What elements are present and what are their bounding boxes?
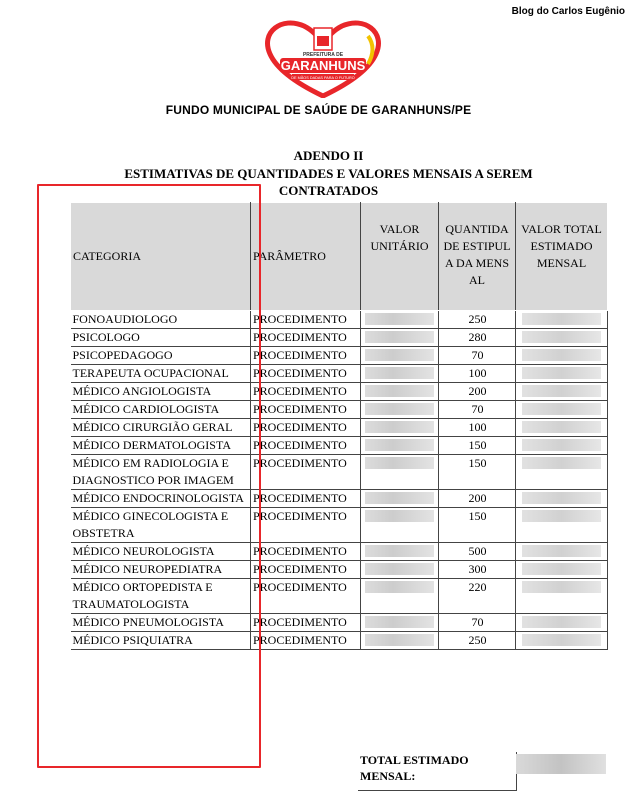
cell-quantidade: 100 [439, 419, 516, 437]
cell-valor-unitario-redacted [361, 329, 439, 347]
cell-valor-unitario-redacted [361, 455, 439, 490]
redaction-blur [365, 403, 434, 415]
cell-categoria: MÉDICO EM RADIOLOGIA E DIAGNOSTICO POR IMAGEM [71, 455, 251, 490]
redaction-blur [522, 385, 601, 397]
redaction-blur [522, 313, 601, 325]
redaction-blur [365, 510, 434, 522]
cell-valor-total-redacted [516, 401, 608, 419]
cell-parametro: PROCEDIMENTO [251, 508, 361, 543]
cell-categoria: MÉDICO ENDOCRINOLOGISTA [71, 490, 251, 508]
cell-categoria: FONOAUDIOLOGO [71, 311, 251, 329]
cell-parametro: PROCEDIMENTO [251, 614, 361, 632]
red-highlight-box [37, 184, 261, 768]
cell-categoria: MÉDICO NEUROLOGISTA [71, 543, 251, 561]
redaction-blur [365, 545, 434, 557]
cell-valor-total-redacted [516, 311, 608, 329]
cell-parametro: PROCEDIMENTO [251, 437, 361, 455]
redaction-blur [365, 331, 434, 343]
cell-valor-unitario-redacted [361, 401, 439, 419]
cell-valor-total-redacted [516, 632, 608, 650]
header-valor-total: VALOR TOTAL ESTIMADO MENSAL [516, 203, 608, 311]
cell-valor-total-redacted [516, 508, 608, 543]
logo-motto: DE MÃOS DADAS PARA O FUTURO [291, 76, 355, 80]
redaction-blur [522, 367, 601, 379]
total-label: TOTAL ESTIMADO MENSAL: [358, 752, 517, 791]
redaction-blur [522, 331, 601, 343]
cell-quantidade: 150 [439, 455, 516, 490]
cell-quantidade: 200 [439, 490, 516, 508]
redaction-blur [365, 367, 434, 379]
redaction-blur [365, 492, 434, 504]
cell-valor-unitario-redacted [361, 437, 439, 455]
cell-valor-total-redacted [516, 329, 608, 347]
cell-categoria: PSICOPEDAGOGO [71, 347, 251, 365]
cell-quantidade: 250 [439, 632, 516, 650]
blog-watermark: Blog do Carlos Eugênio [511, 6, 625, 17]
logo-heart-gold [368, 36, 373, 64]
cell-valor-total-redacted [516, 365, 608, 383]
fund-title: FUNDO MUNICIPAL DE SAÚDE DE GARANHUNS/PE [165, 103, 472, 117]
cell-valor-unitario-redacted [361, 632, 439, 650]
cell-parametro: PROCEDIMENTO [251, 419, 361, 437]
redaction-blur [365, 581, 434, 593]
cell-valor-total-redacted [516, 383, 608, 401]
logo-line1: PREFEITURA DE [302, 52, 344, 58]
cell-categoria: MÉDICO DERMATOLOGISTA [71, 437, 251, 455]
redaction-blur [365, 634, 434, 646]
cell-categoria: PSICOLOGO [71, 329, 251, 347]
header-parametro: PARÂMETRO [251, 203, 361, 311]
cell-valor-total-redacted [516, 347, 608, 365]
cell-parametro: PROCEDIMENTO [251, 455, 361, 490]
cell-quantidade: 220 [439, 579, 516, 614]
cell-valor-total-redacted [516, 561, 608, 579]
cell-quantidade: 70 [439, 614, 516, 632]
cell-categoria: MÉDICO PNEUMOLOGISTA [71, 614, 251, 632]
cell-valor-unitario-redacted [361, 614, 439, 632]
cell-quantidade: 280 [439, 329, 516, 347]
total-value-redacted [516, 754, 606, 774]
redaction-blur [365, 563, 434, 575]
redaction-blur [522, 492, 601, 504]
redaction-blur [365, 439, 434, 451]
cell-parametro: PROCEDIMENTO [251, 490, 361, 508]
cell-valor-total-redacted [516, 437, 608, 455]
cell-categoria: MÉDICO GINECOLOGISTA E OBSTETRA [71, 508, 251, 543]
redaction-blur [522, 581, 601, 593]
cell-quantidade: 500 [439, 543, 516, 561]
cell-valor-total-redacted [516, 455, 608, 490]
cell-quantidade: 70 [439, 401, 516, 419]
logo-name: GARANHUNS [280, 58, 366, 73]
redaction-blur [522, 403, 601, 415]
cell-categoria: MÉDICO ANGIOLOGISTA [71, 383, 251, 401]
cell-valor-total-redacted [516, 543, 608, 561]
cell-valor-total-redacted [516, 579, 608, 614]
cell-valor-total-redacted [516, 614, 608, 632]
redaction-blur [522, 349, 601, 361]
adendo-subtitle-line1: ESTIMATIVAS DE QUANTIDADES E VALORES MENSAIS A SEREM [124, 166, 533, 181]
cell-valor-unitario-redacted [361, 490, 439, 508]
cell-valor-total-redacted [516, 490, 608, 508]
redaction-blur [522, 457, 601, 469]
cell-parametro: PROCEDIMENTO [251, 347, 361, 365]
header-valor-unitario: VALOR UNITÁRIO [361, 203, 439, 311]
redaction-blur [365, 457, 434, 469]
cell-quantidade: 70 [439, 347, 516, 365]
cell-parametro: PROCEDIMENTO [251, 383, 361, 401]
redaction-blur [365, 421, 434, 433]
cell-parametro: PROCEDIMENTO [251, 543, 361, 561]
cell-valor-unitario-redacted [361, 311, 439, 329]
cell-quantidade: 150 [439, 508, 516, 543]
redaction-blur [522, 616, 601, 628]
cell-valor-unitario-redacted [361, 347, 439, 365]
redaction-blur [365, 349, 434, 361]
adendo-subtitle-line2: CONTRATADOS [278, 183, 379, 198]
redaction-blur [522, 563, 601, 575]
cell-categoria: MÉDICO NEUROPEDIATRA [71, 561, 251, 579]
redaction-blur [522, 421, 601, 433]
cell-categoria: MÉDICO ORTOPEDISTA E TRAUMATOLOGISTA [71, 579, 251, 614]
cell-parametro: PROCEDIMENTO [251, 579, 361, 614]
redaction-blur [522, 439, 601, 451]
cell-categoria: MÉDICO PSIQUIATRA [71, 632, 251, 650]
cell-categoria: MÉDICO CARDIOLOGISTA [71, 401, 251, 419]
redaction-blur [365, 385, 434, 397]
cell-valor-unitario-redacted [361, 561, 439, 579]
cell-parametro: PROCEDIMENTO [251, 311, 361, 329]
cell-valor-unitario-redacted [361, 543, 439, 561]
cell-categoria: TERAPEUTA OCUPACIONAL [71, 365, 251, 383]
adendo-title: ADENDO II [293, 148, 364, 163]
cell-valor-unitario-redacted [361, 419, 439, 437]
cell-parametro: PROCEDIMENTO [251, 365, 361, 383]
cell-valor-unitario-redacted [361, 383, 439, 401]
header-quantidade: QUANTIDA DE ESTIPULA DA MENSAL [439, 203, 516, 311]
cell-quantidade: 250 [439, 311, 516, 329]
cell-parametro: PROCEDIMENTO [251, 561, 361, 579]
cell-parametro: PROCEDIMENTO [251, 632, 361, 650]
cell-parametro: PROCEDIMENTO [251, 401, 361, 419]
cell-valor-unitario-redacted [361, 365, 439, 383]
cell-valor-total-redacted [516, 419, 608, 437]
cell-quantidade: 300 [439, 561, 516, 579]
redaction-blur [522, 510, 601, 522]
redaction-blur [365, 616, 434, 628]
cell-valor-unitario-redacted [361, 579, 439, 614]
prefeitura-logo [258, 14, 388, 98]
cell-parametro: PROCEDIMENTO [251, 329, 361, 347]
cell-valor-unitario-redacted [361, 508, 439, 543]
cell-quantidade: 150 [439, 437, 516, 455]
redaction-blur [365, 313, 434, 325]
cell-categoria: MÉDICO CIRURGIÃO GERAL [71, 419, 251, 437]
redaction-blur [522, 545, 601, 557]
cell-quantidade: 200 [439, 383, 516, 401]
cell-quantidade: 100 [439, 365, 516, 383]
header-categoria: CATEGORIA [71, 203, 251, 311]
redaction-blur [522, 634, 601, 646]
